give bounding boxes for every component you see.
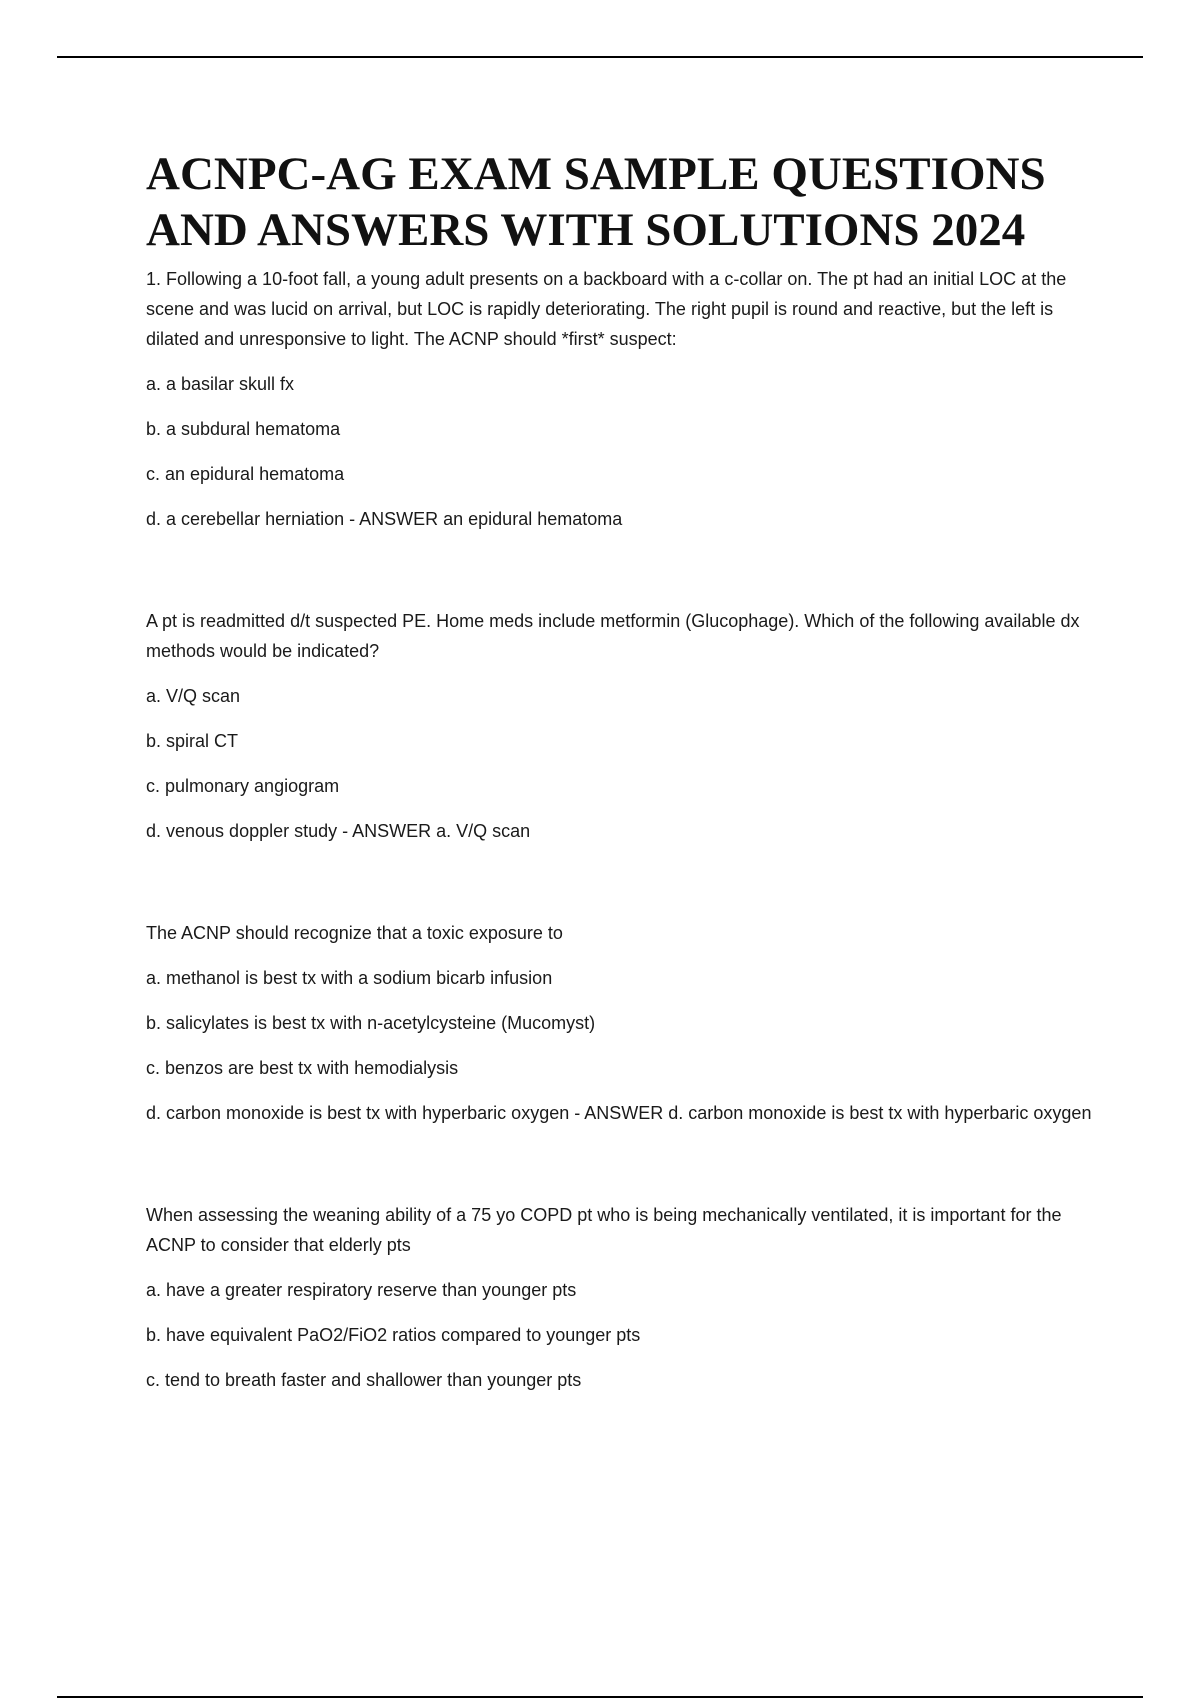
answer-option: a. V/Q scan [146, 686, 241, 706]
question-text: The ACNP should recognize that a toxic exposure to [146, 923, 563, 943]
answer-option: b. spiral CT [146, 731, 239, 751]
answer-option: d. venous doppler study - ANSWER a. V/Q scan [146, 821, 531, 841]
document-title: ACNPC-AG EXAM SAMPLE QUESTIONS AND ANSWERS WITH SOLUTIONS 2024 [146, 148, 1046, 256]
answer-option: a. have a greater respiratory reserve than younger pts [146, 1280, 577, 1300]
answer-option: c. an epidural hematoma [146, 464, 345, 484]
answer-option: b. have equivalent PaO2/FiO2 ratios compared to younger pts [146, 1325, 641, 1345]
answer-option: b. a subdural hematoma [146, 419, 341, 439]
document-body [146, 146, 1096, 1395]
answer-option: b. salicylates is best tx with n-acetylcysteine (Mucomyst) [146, 1013, 596, 1033]
question-text: 1. Following a 10-foot fall, a young adult presents on a backboard with a c-collar on. The pt had an initial LOC at the scene and was lucid on arrival, but LOC is rapidly deteriorating. The right pupil is round and reactive, but the left is dilated and unresponsive to light. The ACNP should *first* suspect: [146, 269, 1067, 349]
top-rule [57, 56, 1143, 58]
question-text: When assessing the weaning ability of a 75 yo COPD pt who is being mechanically ventilated, it is important for the ACNP to consider that elderly pts [146, 1205, 1062, 1255]
answer-option: c. tend to breath faster and shallower than younger pts [146, 1370, 582, 1390]
bottom-rule [57, 1696, 1143, 1698]
question-1 [146, 264, 1096, 534]
answer-option: d. a cerebellar herniation - ANSWER an epidural hematoma [146, 509, 623, 529]
answer-option: a. methanol is best tx with a sodium bicarb infusion [146, 968, 553, 988]
answer-option: a. a basilar skull fx [146, 374, 295, 394]
answer-option: c. benzos are best tx with hemodialysis [146, 1058, 459, 1078]
question-4 [146, 1200, 1096, 1395]
answer-option: c. pulmonary angiogram [146, 776, 340, 796]
answer-option: d. carbon monoxide is best tx with hyperbaric oxygen - ANSWER d. carbon monoxide is best tx with hyperbaric oxygen [146, 1103, 1092, 1123]
question-3 [146, 918, 1096, 1128]
question-text: A pt is readmitted d/t suspected PE. Home meds include metformin (Glucophage). Which of the following available dx methods would be indicated? [146, 611, 1080, 661]
question-2 [146, 606, 1096, 846]
